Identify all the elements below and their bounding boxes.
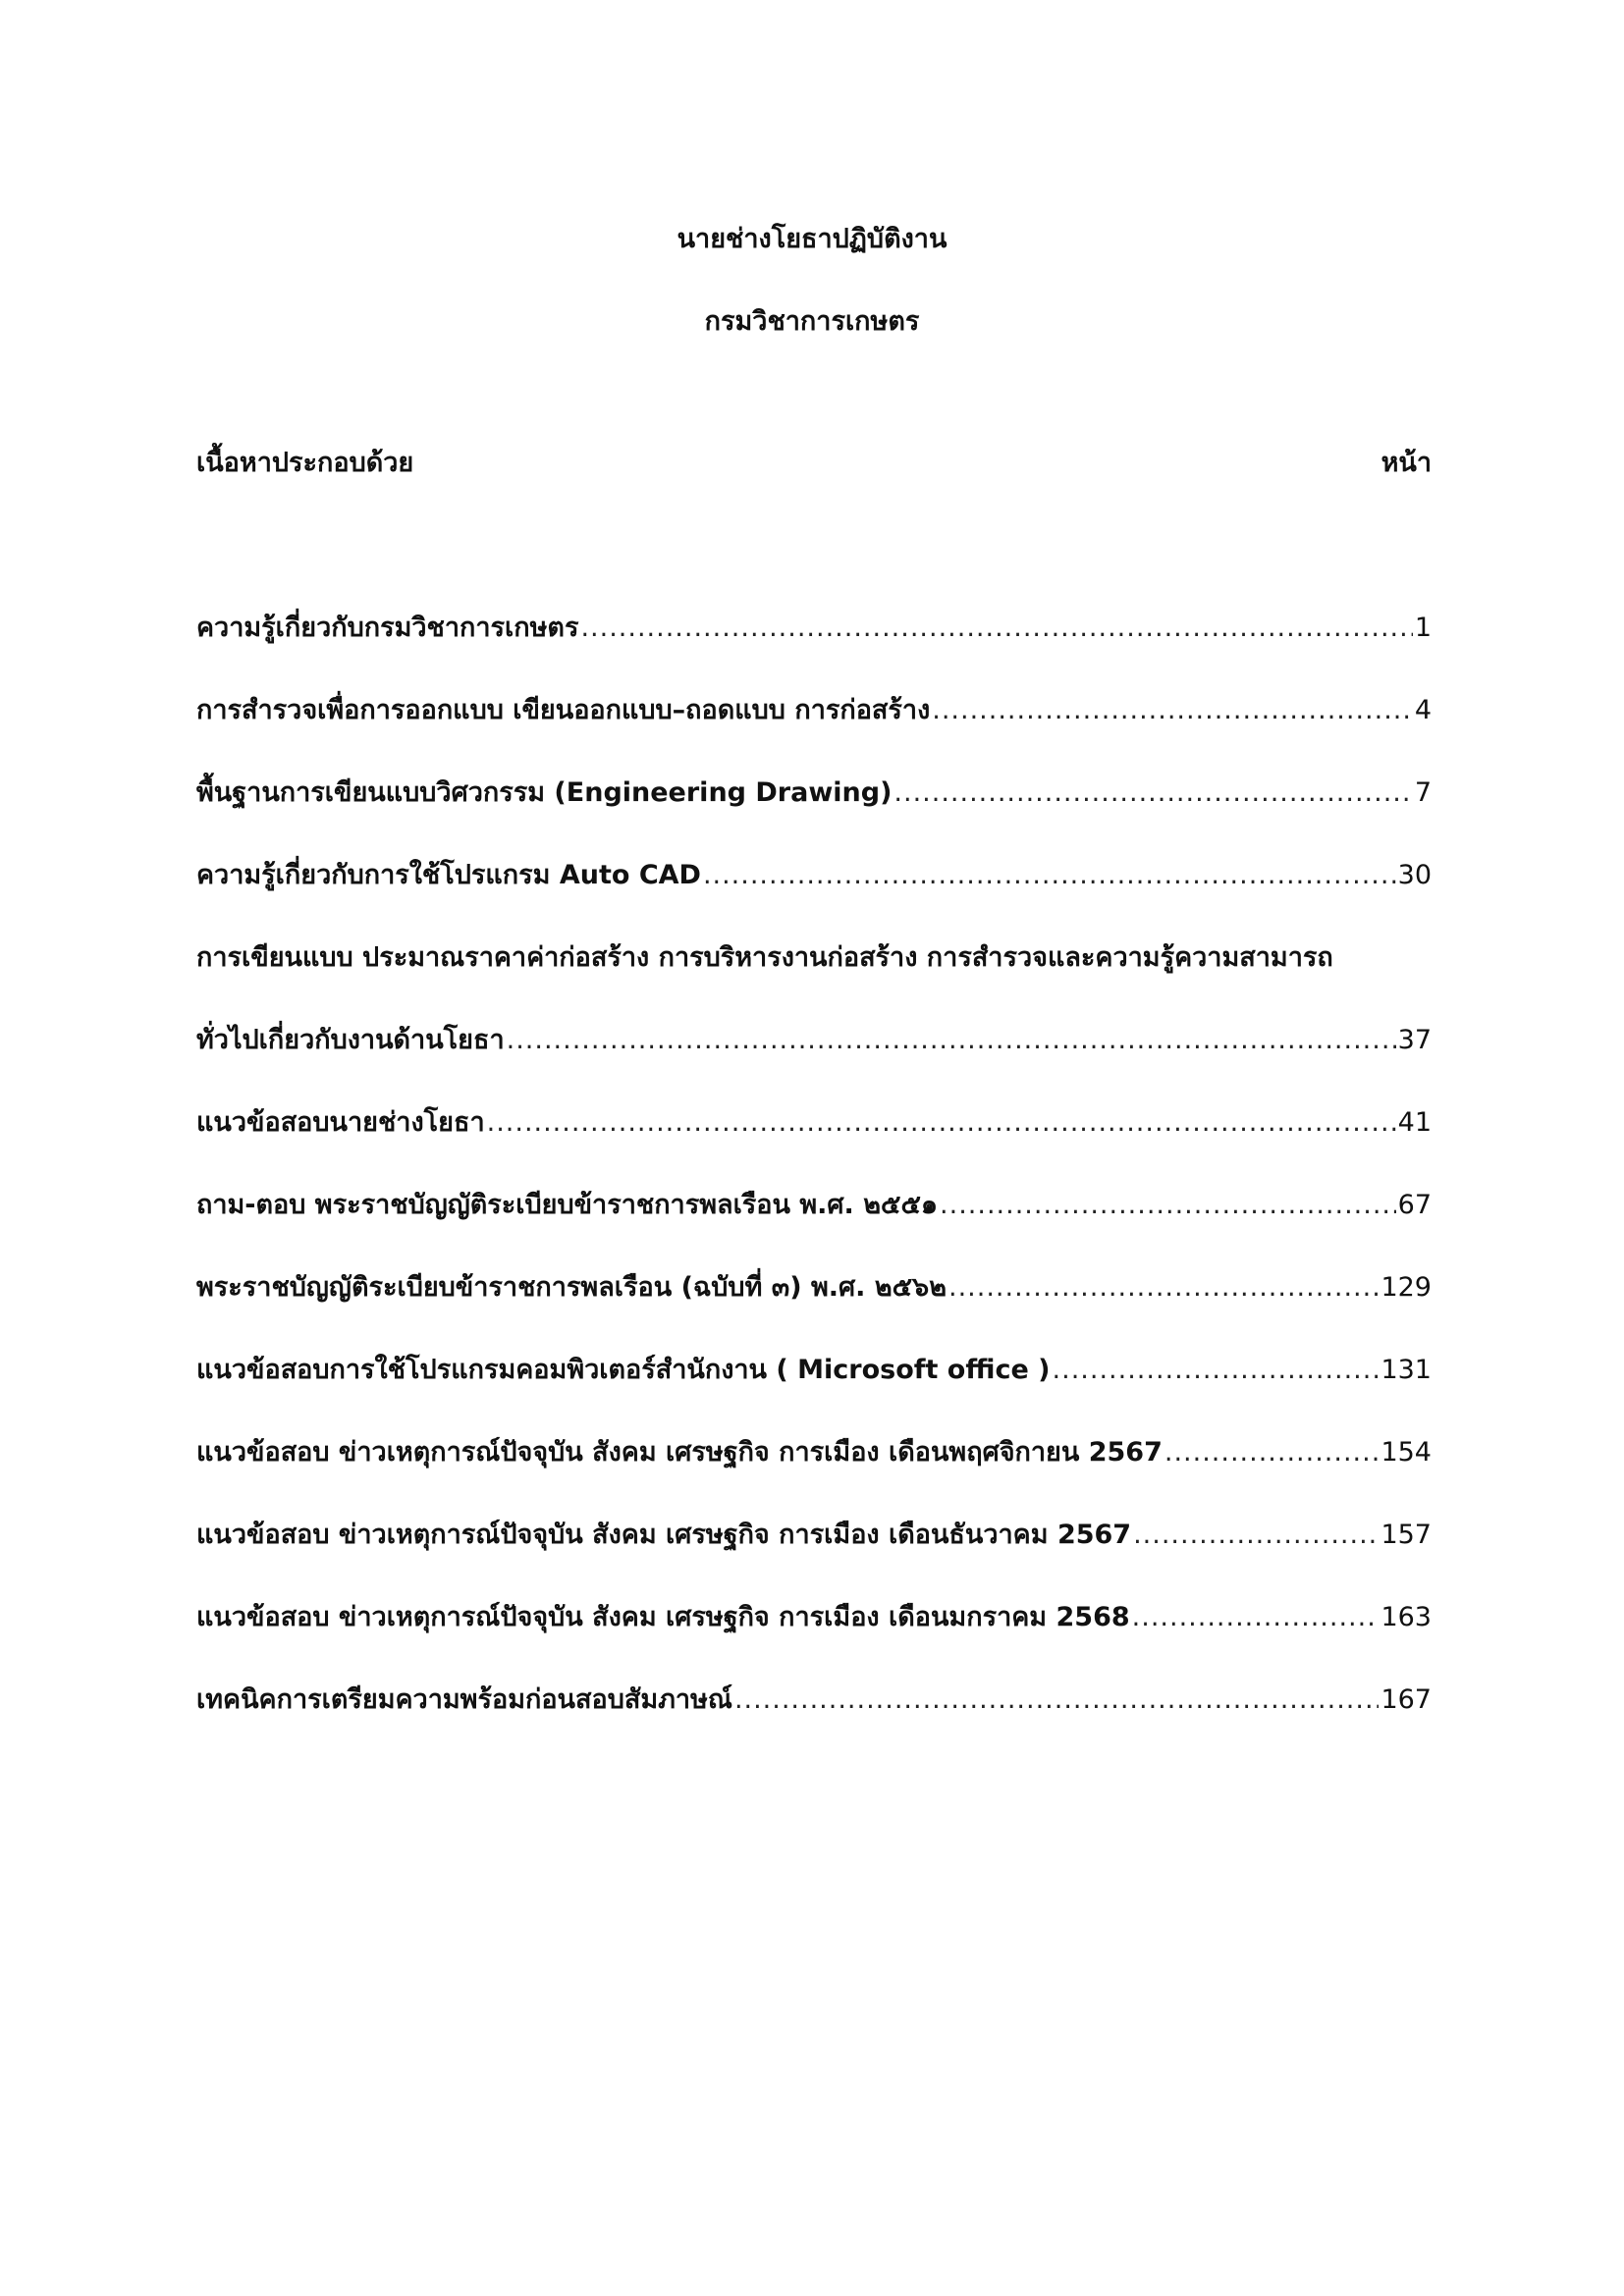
toc-entry-label-line1: การเขียนแบบ ประมาณราคาค่าก่อสร้าง การบริหารงานก่อสร้าง การสำรวจและความรู้ความสามารถ [196, 942, 1333, 973]
document-subtitle: กรมวิชาการเกษตร [704, 306, 920, 337]
toc-entry[interactable] [196, 1598, 1432, 1681]
dot-leader [893, 774, 1412, 813]
toc-entry-label: แนวข้อสอบ ข่าวเหตุการณ์ปัจจุบัน สังคม เศรษฐกิจ การเมือง เดือนพฤศจิกายน 2567 [196, 1437, 1163, 1468]
toc-entry[interactable] [196, 1103, 1432, 1186]
dot-leader [1132, 1598, 1380, 1637]
toc-entry-label: ถาม-ตอบ พระราชบัญญัติระเบียบข้าราชการพลเรือน พ.ศ. ๒๕๕๑ [196, 1190, 939, 1220]
document-title: นายช่างโยธาปฏิบัติงาน [677, 224, 947, 254]
table-of-contents [196, 609, 1432, 1763]
toc-entry-label: ความรู้เกี่ยวกับการใช้โปรแกรม Auto CAD [196, 860, 701, 890]
toc-entry-label: แนวข้อสอบนายช่างโยธา [196, 1107, 485, 1138]
toc-entry-page: 7 [1414, 777, 1432, 808]
dot-leader [487, 1103, 1396, 1143]
toc-entry[interactable] [196, 1268, 1432, 1351]
toc-entry[interactable] [196, 1433, 1432, 1516]
dot-leader [932, 691, 1413, 730]
toc-entry-label: แนวข้อสอบการใช้โปรแกรมคอมพิวเตอร์สำนักงาน ( Microsoft office ) [196, 1355, 1051, 1385]
dot-leader [734, 1681, 1380, 1720]
toc-entry[interactable] [196, 1516, 1432, 1598]
toc-entry[interactable] [196, 1681, 1432, 1763]
toc-entry-page: 37 [1397, 1025, 1432, 1055]
page-column-label: หน้า [1380, 448, 1432, 478]
toc-entry-page: 154 [1380, 1437, 1432, 1468]
toc-entry[interactable] [196, 1186, 1432, 1268]
toc-entry-page: 67 [1397, 1190, 1432, 1220]
dot-leader [948, 1268, 1379, 1308]
contents-label: เนื้อหาประกอบด้วย [196, 448, 414, 478]
toc-entry[interactable] [196, 856, 1432, 938]
toc-entry[interactable] [196, 1351, 1432, 1433]
toc-entry-page: 129 [1380, 1272, 1432, 1303]
toc-entry[interactable] [196, 774, 1432, 856]
toc-entry-label: พื้นฐานการเขียนแบบวิศวกรรม (Engineering Drawing) [196, 777, 893, 808]
toc-entry-page: 41 [1397, 1107, 1432, 1138]
dot-leader [1133, 1516, 1379, 1555]
dot-leader [580, 609, 1412, 648]
toc-entry-page: 157 [1380, 1520, 1432, 1550]
dot-leader [1164, 1433, 1380, 1472]
toc-entry-label: แนวข้อสอบ ข่าวเหตุการณ์ปัจจุบัน สังคม เศรษฐกิจ การเมือง เดือนธันวาคม 2567 [196, 1520, 1132, 1550]
toc-entry-page: 30 [1397, 860, 1432, 890]
toc-entry[interactable] [196, 938, 1432, 1103]
toc-entry-page: 1 [1414, 613, 1432, 643]
toc-entry[interactable] [196, 691, 1432, 774]
dot-leader [1053, 1351, 1380, 1390]
toc-entry-page: 167 [1380, 1684, 1432, 1715]
toc-entry-label: การสำรวจเพื่อการออกแบบ เขียนออกแบบ–ถอดแบบ การก่อสร้าง [196, 695, 931, 725]
toc-entry-label: แนวข้อสอบ ข่าวเหตุการณ์ปัจจุบัน สังคม เศรษฐกิจ การเมือง เดือนมกราคม 2568 [196, 1602, 1130, 1632]
toc-header [196, 444, 1432, 483]
toc-entry-label: พระราชบัญญัติระเบียบข้าราชการพลเรือน (ฉบับที่ ๓) พ.ศ. ๒๕๖๒ [196, 1272, 947, 1303]
toc-entry-label: ความรู้เกี่ยวกับกรมวิชาการเกษตร [196, 613, 579, 643]
toc-entry-page: 163 [1380, 1602, 1432, 1632]
toc-entry-label: ทั่วไปเกี่ยวกับงานด้านโยธา [196, 1025, 505, 1055]
dot-leader [507, 1021, 1396, 1060]
toc-entry-label: เทคนิคการเตรียมความพร้อมก่อนสอบสัมภาษณ์ [196, 1684, 732, 1715]
toc-entry-page: 131 [1380, 1355, 1432, 1385]
dot-leader [940, 1186, 1396, 1225]
dot-leader [703, 856, 1396, 895]
toc-entry[interactable] [196, 609, 1432, 691]
toc-entry-page: 4 [1414, 695, 1432, 725]
